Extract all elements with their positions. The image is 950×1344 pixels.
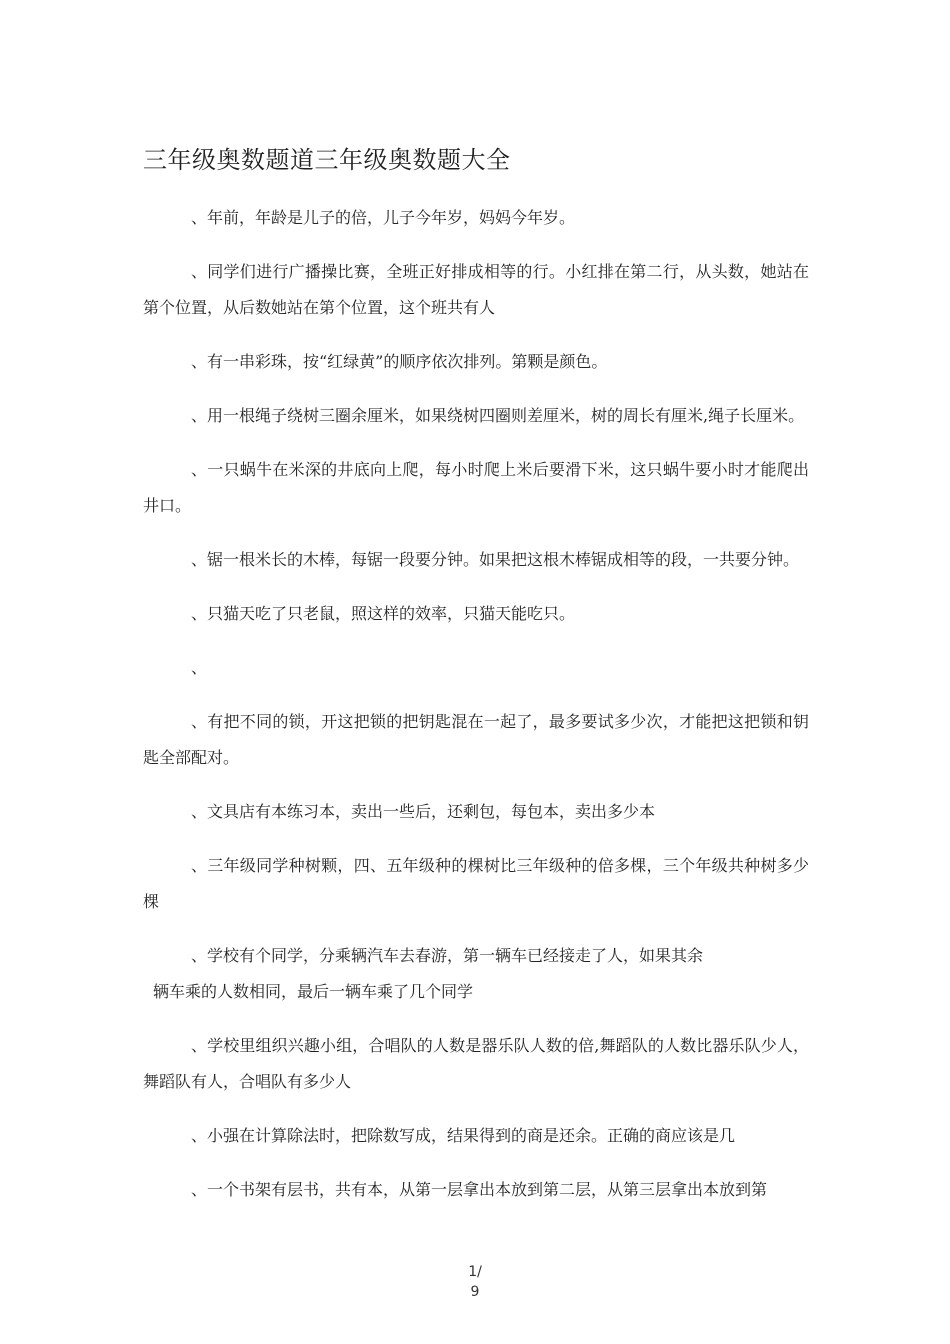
page-number-current: 1/ [468,1264,482,1280]
problem-paragraph: 、小强在计算除法时，把除数写成，结果得到的商是还余。正确的商应该是几 [191,1126,736,1145]
problem-line: 、学校有个同学，分乘辆汽车去春游，第一辆车已经接走了人，如果其余 [191,946,704,965]
problem-paragraph: 、有一串彩珠，按“红绿黄”的顺序依次排列。第颗是颜色。 [191,352,608,371]
document-body [143,200,809,1226]
problem-paragraph: 、同学们进行广播操比赛，全班正好排成相等的行。小红排在第二行，从头数，她站在第个位置，从后数她站在第个位置，这个班共有人 [143,262,809,317]
problem-paragraph: 、三年级同学种树颗，四、五年级种的棵树比三年级种的倍多棵，三个年级共种树多少棵 [143,856,809,911]
problem-paragraph: 、用一根绳子绕树三圈余厘米，如果绕树四圈则差厘米，树的周长有厘米,绳子长厘米。 [191,406,805,425]
problem-paragraph: 、 [191,658,208,677]
problem-line-continuation: 辆车乘的人数相同，最后一辆车乘了几个同学 [153,982,474,1001]
problem-paragraph: 、有把不同的锁，开这把锁的把钥匙混在一起了，最多要试多少次，才能把这把锁和钥匙全部配对。 [143,712,809,767]
problem-paragraph: 、一只蜗牛在米深的井底向上爬，每小时爬上米后要滑下米，这只蜗牛要小时才能爬出井口。 [143,460,809,515]
problem-paragraph: 、一个书架有层书，共有本，从第一层拿出本放到第二层，从第三层拿出本放到第 [191,1180,768,1199]
problem-paragraph-bus [143,938,809,1010]
problem-paragraph: 、年前，年龄是儿子的倍，儿子今年岁，妈妈今年岁。 [191,208,576,227]
document-title: 三年级奥数题道三年级奥数题大全 [143,146,511,174]
page-number [0,1262,950,1302]
problem-paragraph: 、学校里组织兴趣小组，合唱队的人数是器乐队人数的倍,舞蹈队的人数比器乐队少人，舞蹈队有人，合唱队有多少人 [143,1036,809,1091]
problem-paragraph: 、文具店有本练习本，卖出一些后，还剩包，每包本，卖出多少本 [191,802,656,821]
problem-paragraph: 、锯一根米长的木棒，每锯一段要分钟。如果把这根木棒锯成相等的段，一共要分钟。 [191,550,800,569]
problem-paragraph: 、只猫天吃了只老鼠，照这样的效率，只猫天能吃只。 [191,604,576,623]
page-number-total: 9 [470,1284,480,1300]
